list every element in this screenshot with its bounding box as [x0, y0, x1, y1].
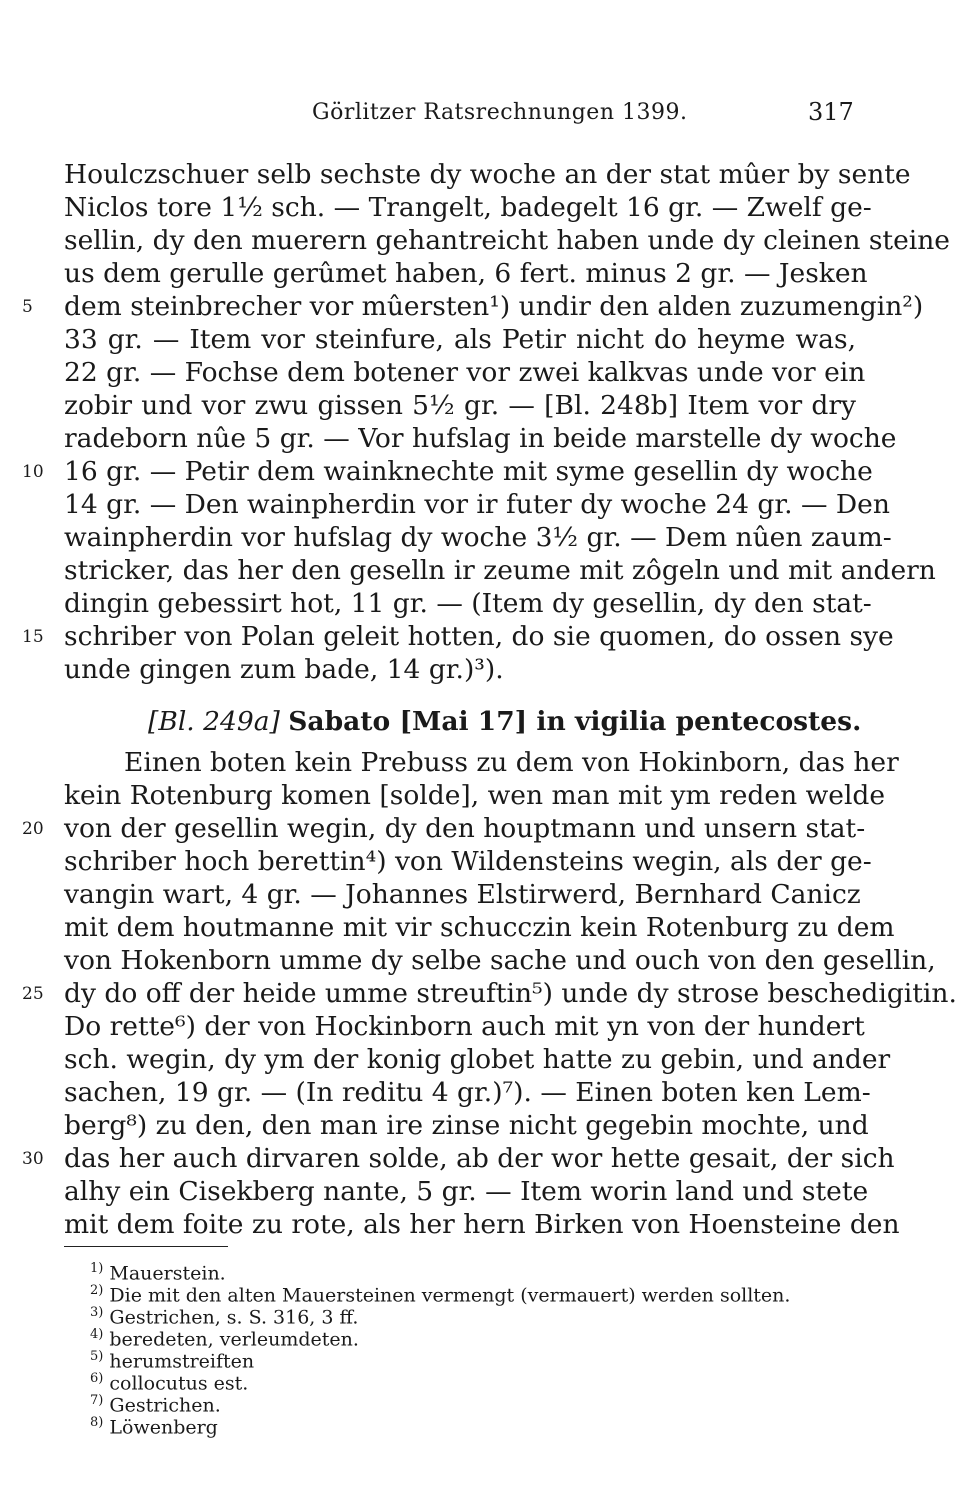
text-line: 33 gr. — Item vor steinfure, als Petir nicht do heyme was,	[64, 324, 856, 355]
text-line: 22 gr. — Fochse dem botener vor zwei kalkvas unde vor ein	[64, 357, 866, 388]
text-line: das her auch dirvaren solde, ab der wor hette gesait, der sich	[64, 1143, 895, 1174]
text-line: wainpherdin vor hufslag dy woche 3½ gr. — Dem nûen zaum-	[64, 522, 892, 553]
text-line: unde gingen zum bade, 14 gr.)³).	[64, 654, 504, 685]
line-number: 10	[22, 462, 44, 482]
footnote-mark: 6)	[90, 1371, 104, 1386]
text-line: dem steinbrecher vor mûersten¹) undir den alden zuzumengin²)	[64, 291, 924, 322]
text-line: Niclos tore 1½ sch. — Trangelt, badegelt 16 gr. — Zwelf ge-	[64, 192, 872, 223]
footnote-text: Gestrichen, s. S. 316, 3 ff.	[109, 1306, 359, 1329]
text-line: von der gesellin wegin, dy den houptmann und unsern stat-	[64, 813, 866, 844]
footnote-text: Gestrichen.	[109, 1394, 221, 1417]
text-line: Do rette⁶) der von Hockinborn auch mit yn von der hundert	[64, 1011, 865, 1042]
text-line: schriber von Polan geleit hotten, do sie quomen, do ossen sye	[64, 621, 894, 652]
text-line: Einen boten kein Prebuss zu dem von Hokinborn, das her	[124, 747, 899, 778]
section-heading	[148, 706, 862, 737]
footnote-text: collocutus est.	[109, 1372, 249, 1395]
footnote-text: Mauerstein.	[109, 1262, 226, 1285]
text-line: sachen, 19 gr. — (In reditu 4 gr.)⁷). — Einen boten ken Lem-	[64, 1077, 871, 1108]
footnote-text: herumstreiften	[109, 1350, 255, 1373]
text-line: mit dem foite zu rote, als her hern Birken von Hoensteine den	[64, 1209, 900, 1240]
text-line: stricker, das her den geselln ir zeume mit zôgeln und mit andern	[64, 555, 936, 586]
text-line: vangin wart, 4 gr. — Johannes Elstirwerd, Bernhard Canicz	[64, 879, 861, 910]
footnote-mark: 3)	[90, 1305, 104, 1320]
section-title: Sabato [Mai 17] in vigilia pentecostes.	[288, 706, 862, 737]
text-line: alhy ein Cisekberg nante, 5 gr. — Item worin land und stete	[64, 1176, 869, 1207]
footnote-mark: 2)	[90, 1283, 104, 1298]
footnote	[90, 1412, 218, 1438]
text-line: radeborn nûe 5 gr. — Vor hufslag in beide marstelle dy woche	[64, 423, 897, 454]
footnote-text: Löwenberg	[109, 1416, 218, 1439]
footnote-mark: 4)	[90, 1327, 104, 1342]
line-number: 20	[22, 819, 44, 839]
text-line: von Hokenborn umme dy selbe sache und ouch von den gesellin,	[64, 945, 936, 976]
footnote-text: beredeten, verleumdeten.	[109, 1328, 359, 1351]
footnote-text: Die mit den alten Mauersteinen vermengt (vermauert) werden sollten.	[109, 1284, 791, 1307]
text-line: zobir und vor zwu gissen 5½ gr. — [Bl. 248b] Item vor dry	[64, 390, 856, 421]
running-title: Görlitzer Ratsrechnungen 1399.	[312, 100, 688, 125]
footnote-mark: 7)	[90, 1393, 104, 1408]
text-line: 14 gr. — Den wainpherdin vor ir futer dy woche 24 gr. — Den	[64, 489, 890, 520]
text-line: dingin gebessirt hot, 11 gr. — (Item dy gesellin, dy den stat-	[64, 588, 872, 619]
text-line: mit dem houtmanne mit vir schucczin kein Rotenburg zu dem	[64, 912, 895, 943]
text-line: berg⁸) zu den, den man ire zinse nicht gegebin mochte, und	[64, 1110, 869, 1141]
text-line: dy do off der heide umme streuftin⁵) unde dy strose beschedigitin.	[64, 978, 957, 1009]
footnote-mark: 1)	[90, 1261, 104, 1276]
line-number: 15	[22, 627, 44, 647]
text-line: us dem gerulle gerûmet haben, 6 fert. minus 2 gr. — Jesken	[64, 258, 868, 289]
text-line: 16 gr. — Petir dem wainknechte mit syme gesellin dy woche	[64, 456, 873, 487]
text-line: kein Rotenburg komen [solde], wen man mit ym reden welde	[64, 780, 886, 811]
text-line: schriber hoch berettin⁴) von Wildensteins wegin, als der ge-	[64, 846, 872, 877]
folio-reference: [Bl. 249a]	[148, 706, 280, 737]
text-line: sch. wegin, dy ym der konig globet hatte zu gebin, und ander	[64, 1044, 891, 1075]
text-line: sellin, dy den muerern gehantreicht haben unde dy cleinen steine	[64, 225, 950, 256]
footnote-mark: 5)	[90, 1349, 104, 1364]
text-line: Houlczschuer selb sechste dy woche an der stat mûer by sente	[64, 159, 911, 190]
page-number: 317	[808, 98, 854, 126]
footnote-rule	[64, 1246, 228, 1247]
footnote-mark: 8)	[90, 1415, 104, 1430]
line-number: 25	[22, 984, 44, 1004]
line-number: 30	[22, 1149, 44, 1169]
page-header	[0, 96, 960, 136]
line-number: 5	[22, 297, 33, 317]
